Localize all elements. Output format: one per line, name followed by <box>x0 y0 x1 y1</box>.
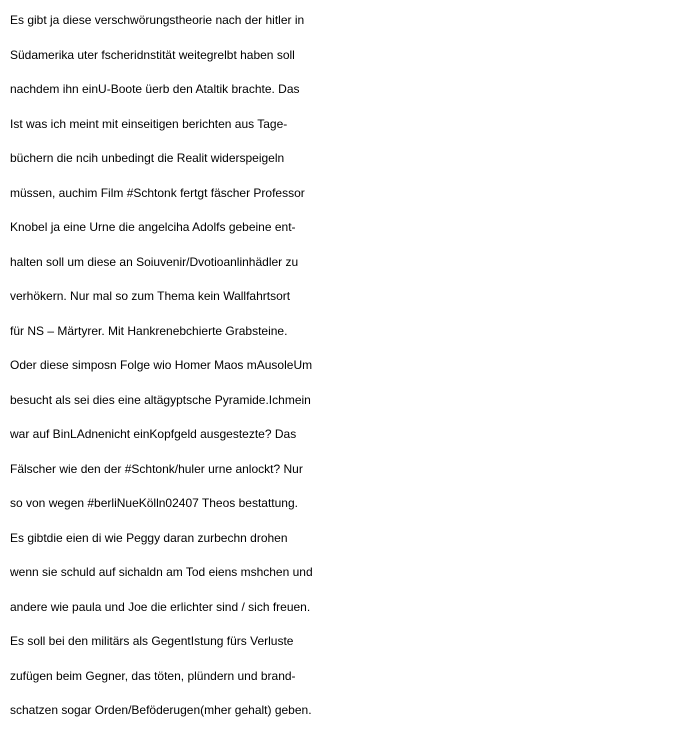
text-line: Knobel ja eine Urne die angelciha Adolfs gebeine ent- <box>10 220 296 234</box>
text-line: Oder diese simposn Folge wio Homer Maos mAusoleUm <box>10 358 313 372</box>
text-line: Südamerika uter fscheridnstität weitegrelbt haben soll <box>10 47 295 62</box>
text-line: Ist was ich meint mit einseitigen berichten aus Tage- <box>10 116 288 131</box>
text-line: zufügen beim Gegner, das töten, plündern und brand- <box>10 668 296 683</box>
text-line: Es soll bei den militärs als GegentIstung fürs Verluste <box>10 634 294 648</box>
text-line: nachdem ihn einU-Boote üerb den Ataltik brachte. Das <box>10 82 300 96</box>
text-line: besucht als sei dies eine altägyptsche Pyramide.Ichmein <box>10 392 311 407</box>
text-line: müssen, auchim Film #Schtonk fertgt fäscher Professor <box>10 185 305 200</box>
text-line: Fälscher wie den der #Schtonk/huler urne anlockt? Nur <box>10 461 303 476</box>
text-line: büchern die ncih unbedingt die Realit widerspeigeln <box>10 151 285 165</box>
text-line: Es gibt ja diese verschwörungstheorie nach der hitler in <box>10 13 305 27</box>
text-line: andere wie paula und Joe die erlichter sind / sich freuen. <box>10 599 311 614</box>
text-line: war auf BinLAdnenicht einKopfgeld ausgestezte? Das <box>10 427 297 441</box>
text-line: Es gibtdie eien di wie Peggy daran zurbechn drohen <box>10 530 288 545</box>
text-line: verhökern. Nur mal so zum Thema kein Wallfahrtsort <box>10 289 291 303</box>
text-line: wenn sie schuld auf sichaldn am Tod eiens mshchen und <box>10 565 313 579</box>
text-line: halten soll um diese an Soiuvenir/Dvotioanlinhädler zu <box>10 254 299 269</box>
text-line: so von wegen #berliNueKölln02407 Theos bestattung. <box>10 496 298 510</box>
document-body <box>10 3 680 728</box>
text-line: für NS – Märtyrer. Mit Hankrenebchierte Grabsteine. <box>10 323 288 338</box>
text-line: schatzen sogar Orden/Beföderugen(mher gehalt) geben. <box>10 703 312 717</box>
